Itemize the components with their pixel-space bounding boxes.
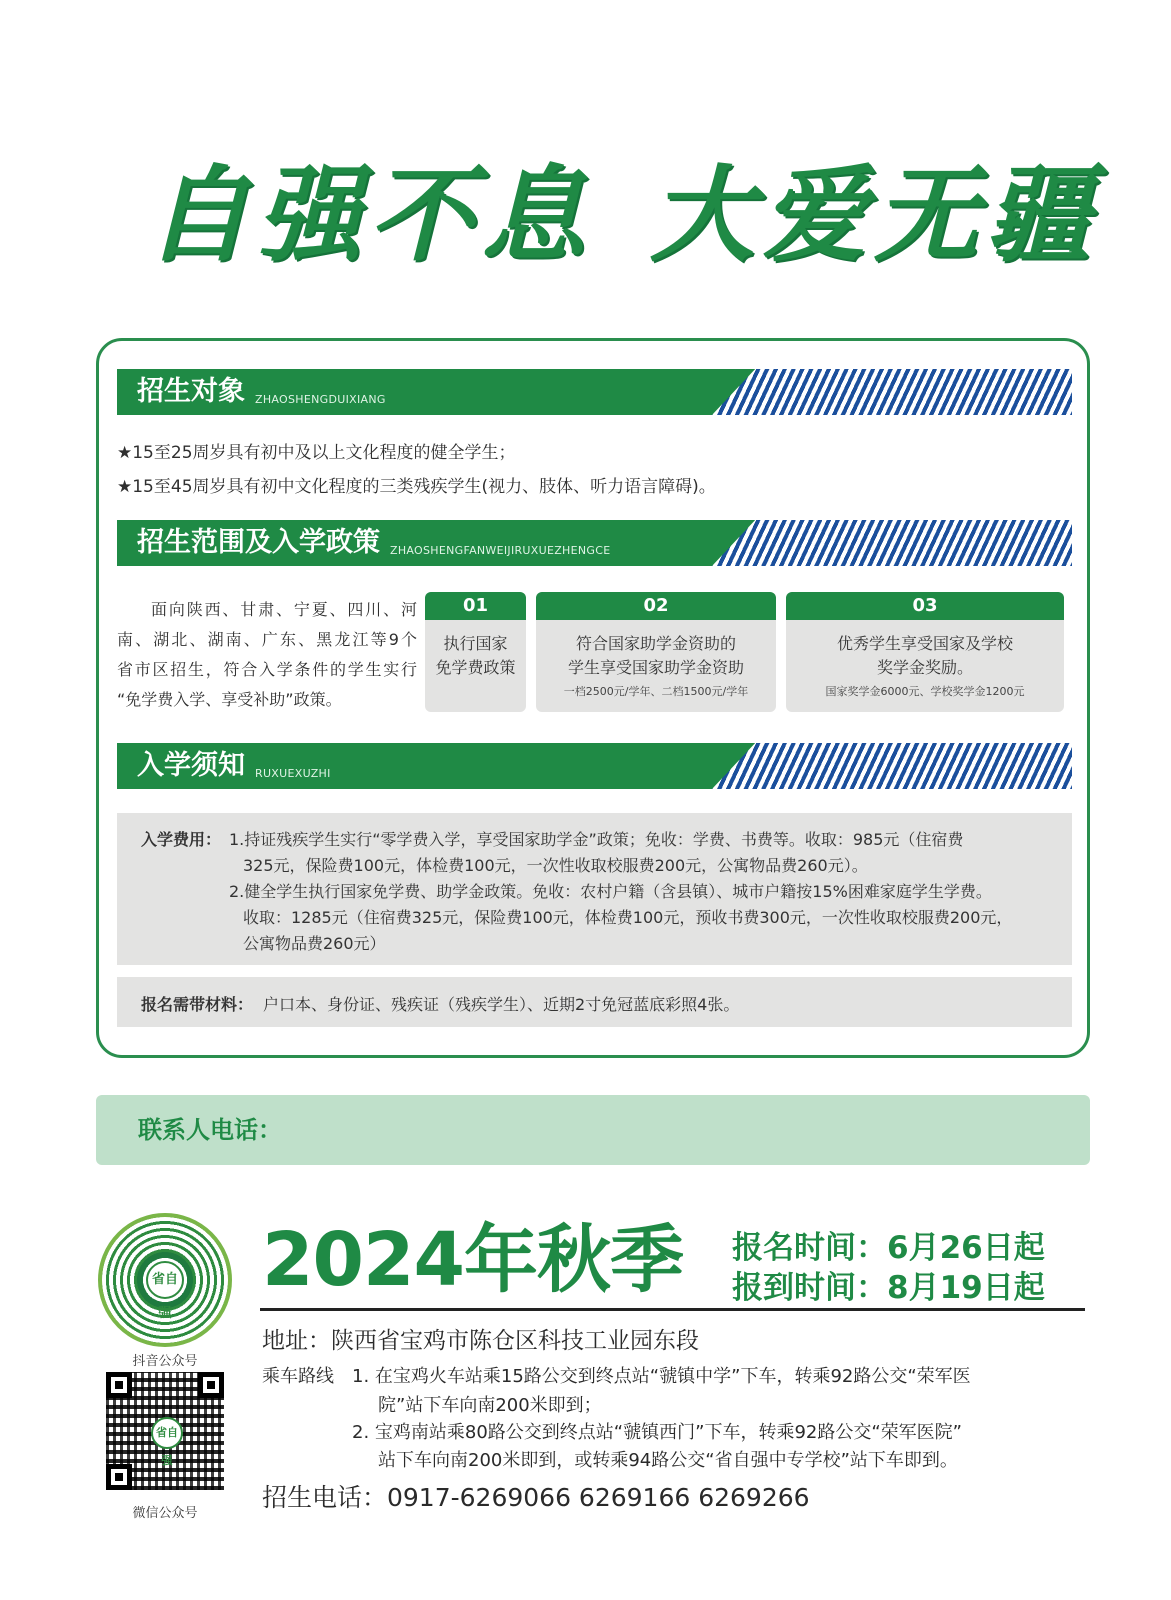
- policy-number: 03: [786, 592, 1064, 620]
- list-item: ★15至25周岁具有初中及以上文化程度的健全学生；: [117, 443, 516, 463]
- wechat-qr-caption: 微信公众号: [132, 1506, 198, 1521]
- fee-line: 收取：1285元（住宿费325元，保险费100元，体检费100元，预收书费300元，一次性收取校服费200元，: [243, 908, 1013, 927]
- enrollment-scope-text: [117, 595, 417, 715]
- route-label: 乘车路线: [262, 1366, 334, 1387]
- season-title: 2024年秋季: [262, 1217, 683, 1303]
- policy-line: 奖学金奖励。: [876, 658, 973, 677]
- scope-line: 面向陕西、甘肃、宁夏、四川、河: [151, 600, 417, 619]
- policy-line: 执行国家: [443, 634, 508, 653]
- school-logo-icon: 省自强: [151, 1417, 183, 1449]
- report-date: 报到时间：8月19日起: [732, 1270, 1045, 1306]
- policy-box-01: [425, 592, 526, 712]
- section-pinyin: ZHAOSHENGDUIXIANG: [255, 393, 386, 406]
- section-title: 入学须知: [137, 750, 245, 781]
- contact-bar: [96, 1095, 1090, 1165]
- section-header-admission-notice: [117, 743, 1072, 789]
- route-line: 院”站下车向南200米即到；: [378, 1395, 602, 1416]
- douyin-qr-caption: 抖音公众号: [132, 1354, 198, 1369]
- fee-label: 入学费用：: [141, 830, 222, 849]
- policy-line: 免学费政策: [435, 658, 516, 677]
- scope-line: 省市区招生，符合入学条件的学生实行: [117, 660, 417, 679]
- signup-date: 报名时间：6月26日起: [732, 1230, 1045, 1266]
- slogan-left: 自强不息: [145, 153, 594, 276]
- section-header-enrollment-target: [117, 369, 1072, 415]
- slogan-right: 大爱无疆: [650, 153, 1099, 276]
- route-line: 2. 宝鸡南站乘80路公交到终点站“虢镇西门”下车，转乘92路公交“荣军医院”: [352, 1422, 963, 1443]
- scope-line: “免学费入学、享受补助”政策。: [117, 690, 342, 709]
- policy-line: 符合国家助学金资助的: [575, 634, 736, 653]
- scope-line: 南、湖北、湖南、广东、黑龙江等9个: [117, 630, 417, 649]
- policy-note: 一档2500元/学年、二档1500元/学年: [563, 685, 749, 698]
- fee-line: 2.健全学生执行国家免学费、助学金政策。免收：农村户籍（含县镇）、城市户籍按15%困难家庭学生学费。: [229, 882, 992, 901]
- section-title: 招生范围及入学政策: [137, 527, 380, 558]
- section-header-enrollment-policy: [117, 520, 1072, 566]
- douyin-qr-code[interactable]: [98, 1213, 232, 1347]
- materials-box: [117, 977, 1072, 1027]
- fee-line: 1.持证残疾学生实行“零学费入学，享受国家助学金”政策；免收：学费、书费等。收取：985元（住宿费: [229, 830, 964, 849]
- materials-label: 报名需带材料：: [141, 995, 254, 1014]
- section-pinyin: ZHAOSHENGFANWEIJIRUXUEZHENGCE: [390, 544, 611, 557]
- school-logo-icon: 省自强: [146, 1261, 184, 1299]
- route-line: 1. 在宝鸡火车站乘15路公交到终点站“虢镇中学”下车，转乘92路公交“荣军医: [352, 1366, 971, 1387]
- list-item: ★15至45周岁具有初中文化程度的三类残疾学生(视力、肢体、听力语言障碍)。: [117, 477, 716, 497]
- fee-line: 公寓物品费260元）: [243, 934, 386, 953]
- qr-finder-icon: [198, 1372, 224, 1398]
- section-pinyin: RUXUEXUZHI: [255, 767, 331, 780]
- policy-box-03: [786, 592, 1064, 712]
- stripe-decoration: [712, 743, 1072, 789]
- policy-line: 学生享受国家助学金资助: [567, 658, 744, 677]
- stripe-decoration: [712, 520, 1072, 566]
- policy-note: 国家奖学金6000元、学校奖学金1200元: [825, 685, 1025, 698]
- policy-number: 01: [425, 592, 526, 620]
- policy-box-02: [536, 592, 776, 712]
- enrollment-phone: 招生电话：0917-6269066 6269166 6269266: [262, 1483, 810, 1512]
- divider: [260, 1308, 1085, 1311]
- wechat-qr-code[interactable]: [106, 1372, 224, 1490]
- fee-box: [117, 813, 1072, 965]
- stripe-decoration: [712, 369, 1072, 415]
- contact-label: 联系人电话：: [138, 1116, 282, 1144]
- address: 地址：陕西省宝鸡市陈仓区科技工业园东段: [262, 1328, 699, 1354]
- policy-line: 优秀学生享受国家及学校: [836, 634, 1013, 653]
- materials-text: 户口本、身份证、残疾证（残疾学生）、近期2寸免冠蓝底彩照4张。: [263, 995, 740, 1014]
- route-line: 站下车向南200米即到，或转乘94路公交“省自强中专学校”站下车即到。: [378, 1450, 958, 1471]
- policy-number: 02: [536, 592, 776, 620]
- qr-finder-icon: [106, 1464, 132, 1490]
- section-title: 招生对象: [137, 376, 245, 407]
- qr-finder-icon: [106, 1372, 132, 1398]
- fee-line: 325元，保险费100元，体检费100元，一次性收取校服费200元，公寓物品费260元）。: [243, 856, 868, 875]
